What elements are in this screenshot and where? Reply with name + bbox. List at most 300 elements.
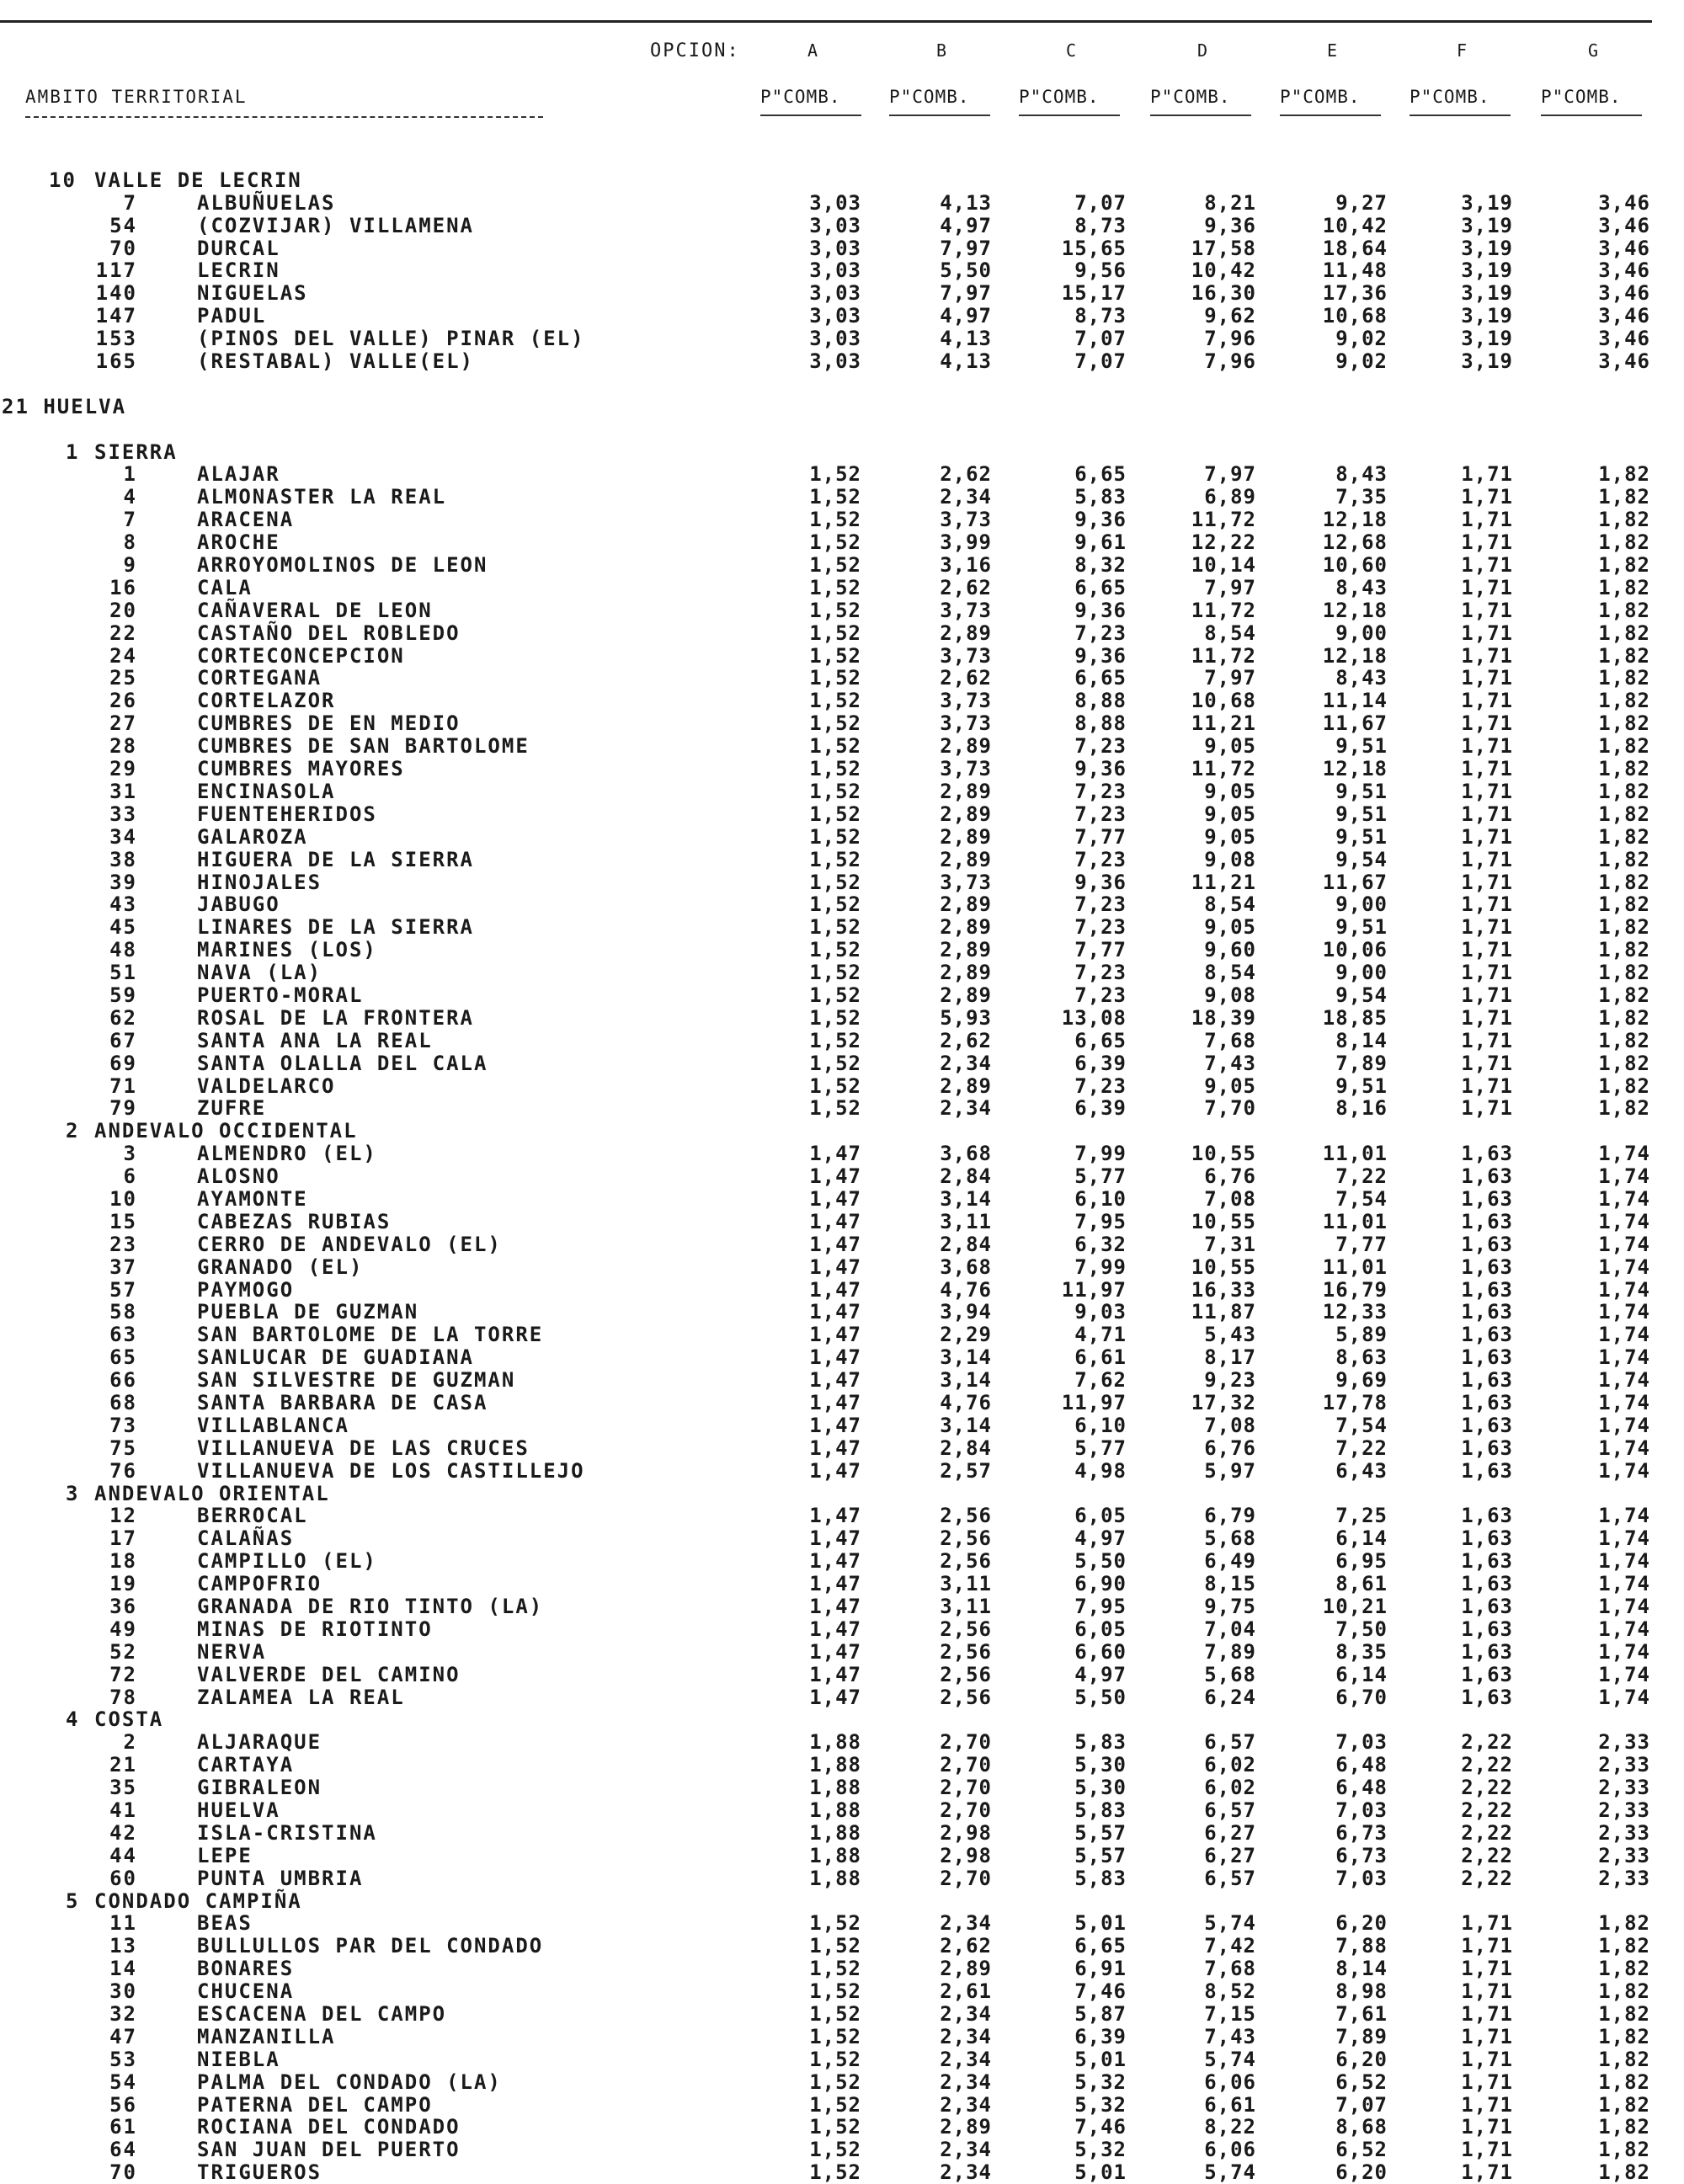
value-cell-g: 1,82 xyxy=(1598,2115,1650,2139)
value-cell-a: 1,47 xyxy=(809,1685,861,1709)
value-cell-d: 5,74 xyxy=(1204,2160,1256,2184)
municipality-name: PUNTA UMBRIA xyxy=(197,1866,364,1890)
value-cell-e: 16,79 xyxy=(1322,1277,1388,1302)
value-cell-d: 16,30 xyxy=(1191,281,1256,306)
value-cell-b: 2,70 xyxy=(940,1776,992,1800)
value-cell-f: 1,71 xyxy=(1461,847,1513,871)
value-cell-g: 1,74 xyxy=(1598,1436,1650,1460)
value-cell-c: 4,97 xyxy=(1074,1526,1127,1551)
municipality-code: 17 xyxy=(109,1526,137,1551)
table-row xyxy=(0,2070,1684,2093)
value-cell-b: 2,29 xyxy=(940,1323,992,1347)
value-cell-g: 1,74 xyxy=(1598,1390,1650,1414)
value-cell-g: 1,82 xyxy=(1598,530,1650,555)
value-cell-e: 12,18 xyxy=(1322,757,1388,781)
value-cell-g: 3,46 xyxy=(1598,281,1650,306)
table-row xyxy=(0,1730,1684,1753)
municipality-code: 23 xyxy=(109,1232,137,1256)
value-cell-c: 13,08 xyxy=(1061,1005,1127,1030)
municipality-code: 75 xyxy=(109,1436,137,1460)
value-cell-g: 3,46 xyxy=(1598,213,1650,237)
value-cell-e: 9,51 xyxy=(1335,734,1388,759)
municipality-code: 11 xyxy=(109,1911,137,1936)
value-cell-e: 7,03 xyxy=(1335,1866,1388,1890)
table-row xyxy=(0,757,1684,780)
municipality-code: 31 xyxy=(109,779,137,803)
table-row xyxy=(0,711,1684,734)
value-cell-c: 7,07 xyxy=(1074,349,1127,374)
value-cell-g: 1,74 xyxy=(1598,1323,1650,1347)
table-body xyxy=(0,146,1684,2183)
municipality-name: GALAROZA xyxy=(197,824,308,849)
value-cell-a: 1,52 xyxy=(809,711,861,736)
value-cell-c: 5,87 xyxy=(1074,2002,1127,2027)
value-cell-b: 4,97 xyxy=(940,213,992,237)
value-cell-a: 3,03 xyxy=(809,190,861,215)
municipality-code: 56 xyxy=(109,2092,137,2117)
value-cell-f: 1,63 xyxy=(1461,1685,1513,1709)
municipality-name: SANTA ANA LA REAL xyxy=(197,1028,433,1052)
value-cell-f: 1,63 xyxy=(1461,1662,1513,1686)
value-cell-g: 1,74 xyxy=(1598,1142,1650,1166)
value-cell-c: 9,61 xyxy=(1074,530,1127,555)
value-cell-g: 1,82 xyxy=(1598,1028,1650,1052)
value-cell-d: 7,89 xyxy=(1204,1639,1256,1664)
value-cell-e: 9,51 xyxy=(1335,915,1388,940)
value-cell-f: 1,71 xyxy=(1461,1934,1513,1958)
value-cell-g: 1,82 xyxy=(1598,462,1650,487)
value-cell-a: 1,88 xyxy=(809,1753,861,1777)
value-cell-g: 1,82 xyxy=(1598,824,1650,849)
value-cell-e: 17,78 xyxy=(1322,1390,1388,1414)
value-cell-b: 2,56 xyxy=(940,1639,992,1664)
municipality-code: 7 xyxy=(123,508,137,532)
value-cell-e: 12,68 xyxy=(1322,530,1388,555)
value-cell-e: 11,01 xyxy=(1322,1254,1388,1279)
value-cell-c: 5,50 xyxy=(1074,1549,1127,1574)
value-cell-c: 5,83 xyxy=(1074,1730,1127,1755)
table-row xyxy=(0,780,1684,802)
value-cell-e: 6,43 xyxy=(1335,1458,1388,1483)
value-cell-c: 7,99 xyxy=(1074,1142,1127,1166)
value-cell-d: 9,05 xyxy=(1204,915,1256,940)
value-cell-a: 1,47 xyxy=(809,1142,861,1166)
table-row xyxy=(0,1459,1684,1482)
value-cell-d: 7,97 xyxy=(1204,462,1256,487)
municipality-code: 39 xyxy=(109,870,137,894)
municipality-name: FUENTEHERIDOS xyxy=(197,802,377,826)
value-cell-c: 6,65 xyxy=(1074,462,1127,487)
value-cell-f: 1,63 xyxy=(1461,1186,1513,1211)
value-cell-b: 3,11 xyxy=(940,1209,992,1233)
table-row xyxy=(0,1006,1684,1029)
value-cell-e: 7,54 xyxy=(1335,1186,1388,1211)
value-cell-d: 8,54 xyxy=(1204,892,1256,917)
value-cell-e: 7,22 xyxy=(1335,1164,1388,1189)
value-cell-a: 1,52 xyxy=(809,983,861,1007)
value-cell-f: 1,71 xyxy=(1461,711,1513,736)
value-cell-b: 2,56 xyxy=(940,1526,992,1551)
value-cell-g: 1,82 xyxy=(1598,485,1650,509)
table-row xyxy=(0,825,1684,848)
value-cell-d: 6,02 xyxy=(1204,1753,1256,1777)
value-cell-d: 12,22 xyxy=(1191,530,1256,555)
blank-line xyxy=(0,418,1684,440)
municipality-code: 18 xyxy=(109,1549,137,1574)
municipality-name: PALMA DEL CONDADO (LA) xyxy=(197,2069,502,2094)
table-row xyxy=(0,892,1684,915)
value-cell-b: 2,84 xyxy=(940,1436,992,1460)
municipality-name: CUMBRES DE EN MEDIO xyxy=(197,711,461,736)
municipality-name: ESCACENA DEL CAMPO xyxy=(197,2002,447,2027)
value-cell-d: 10,14 xyxy=(1191,553,1256,578)
value-cell-a: 1,52 xyxy=(809,870,861,894)
value-cell-e: 8,98 xyxy=(1335,1979,1388,2004)
value-cell-a: 1,88 xyxy=(809,1843,861,1867)
value-cell-f: 1,71 xyxy=(1461,530,1513,555)
value-cell-a: 1,52 xyxy=(809,1934,861,1958)
value-cell-b: 2,56 xyxy=(940,1617,992,1641)
column-underline xyxy=(1019,115,1120,116)
column-underline xyxy=(1150,115,1251,116)
municipality-code: 54 xyxy=(109,213,137,237)
table-row xyxy=(0,1640,1684,1663)
table-row xyxy=(0,1798,1684,1821)
value-cell-e: 7,61 xyxy=(1335,2002,1388,2027)
value-cell-f: 3,19 xyxy=(1461,190,1513,215)
value-cell-f: 3,19 xyxy=(1461,236,1513,260)
ambito-label: AMBITO TERRITORIAL xyxy=(25,87,248,107)
value-cell-f: 1,71 xyxy=(1461,1005,1513,1030)
municipality-code: 34 xyxy=(109,824,137,849)
value-cell-e: 10,21 xyxy=(1322,1595,1388,1618)
value-cell-a: 1,52 xyxy=(809,462,861,487)
value-cell-b: 3,14 xyxy=(940,1368,992,1393)
value-cell-c: 7,23 xyxy=(1074,847,1127,871)
value-cell-a: 1,52 xyxy=(809,643,861,668)
table-row xyxy=(0,1414,1684,1436)
value-cell-f: 1,71 xyxy=(1461,462,1513,487)
value-cell-b: 4,97 xyxy=(940,304,992,328)
value-cell-b: 2,84 xyxy=(940,1164,992,1189)
comarca-name: CONDADO CAMPIÑA xyxy=(94,1888,302,1913)
value-cell-c: 6,65 xyxy=(1074,666,1127,690)
value-cell-a: 1,47 xyxy=(809,1390,861,1414)
value-cell-c: 6,39 xyxy=(1074,1096,1127,1121)
table-row xyxy=(0,915,1684,938)
municipality-code: 43 xyxy=(109,892,137,917)
value-cell-g: 1,82 xyxy=(1598,1051,1650,1075)
value-cell-f: 1,63 xyxy=(1461,1595,1513,1618)
municipality-name: GIBRALEON xyxy=(197,1776,322,1800)
municipality-code: 6 xyxy=(123,1164,137,1189)
municipality-name: ARROYOMOLINOS DE LEON xyxy=(197,553,488,578)
value-cell-e: 9,51 xyxy=(1335,802,1388,826)
value-cell-a: 1,47 xyxy=(809,1209,861,1233)
municipality-name: SAN SILVESTRE DE GUZMAN xyxy=(197,1368,516,1393)
value-cell-e: 6,20 xyxy=(1335,2160,1388,2184)
value-cell-d: 9,05 xyxy=(1204,779,1256,803)
municipality-code: 117 xyxy=(95,258,137,283)
municipality-name: CALA xyxy=(197,575,253,599)
value-cell-f: 1,71 xyxy=(1461,915,1513,940)
municipality-name: PADUL xyxy=(197,304,267,328)
column-label: P"COMB. xyxy=(889,87,970,107)
value-cell-g: 1,74 xyxy=(1598,1277,1650,1302)
value-cell-d: 7,08 xyxy=(1204,1186,1256,1211)
comarca-heading xyxy=(0,1889,1684,1912)
municipality-code: 165 xyxy=(95,349,137,374)
value-cell-d: 7,31 xyxy=(1204,1232,1256,1256)
value-cell-c: 5,01 xyxy=(1074,2160,1127,2184)
value-cell-b: 2,70 xyxy=(940,1866,992,1890)
value-cell-f: 1,63 xyxy=(1461,1277,1513,1302)
value-cell-g: 1,74 xyxy=(1598,1504,1650,1528)
municipality-name: PAYMOGO xyxy=(197,1277,295,1302)
municipality-code: 66 xyxy=(109,1368,137,1393)
value-cell-g: 1,82 xyxy=(1598,1957,1650,1981)
comarca-code: 1 xyxy=(66,439,80,464)
table-row xyxy=(0,1663,1684,1686)
value-cell-d: 9,75 xyxy=(1204,1595,1256,1618)
value-cell-c: 6,39 xyxy=(1074,1051,1127,1075)
value-cell-f: 1,71 xyxy=(1461,689,1513,713)
value-cell-c: 7,77 xyxy=(1074,824,1127,849)
value-cell-f: 1,71 xyxy=(1461,779,1513,803)
municipality-name: CORTELAZOR xyxy=(197,689,336,713)
municipality-name: NIGUELAS xyxy=(197,281,308,306)
value-cell-g: 2,33 xyxy=(1598,1798,1650,1823)
value-cell-f: 1,71 xyxy=(1461,824,1513,849)
value-cell-d: 6,27 xyxy=(1204,1843,1256,1867)
value-cell-e: 11,48 xyxy=(1322,258,1388,283)
value-cell-e: 11,67 xyxy=(1322,711,1388,736)
table-row xyxy=(0,2048,1684,2070)
value-cell-c: 6,10 xyxy=(1074,1413,1127,1437)
value-cell-c: 7,23 xyxy=(1074,961,1127,985)
value-cell-d: 8,21 xyxy=(1204,190,1256,215)
value-cell-d: 8,54 xyxy=(1204,961,1256,985)
value-cell-c: 4,97 xyxy=(1074,1662,1127,1686)
value-cell-c: 7,95 xyxy=(1074,1595,1127,1618)
municipality-code: 1 xyxy=(123,462,137,487)
municipality-name: ALJARAQUE xyxy=(197,1730,322,1755)
value-cell-c: 7,46 xyxy=(1074,1979,1127,2004)
municipality-name: MINAS DE RIOTINTO xyxy=(197,1617,433,1641)
value-cell-a: 1,47 xyxy=(809,1232,861,1256)
value-cell-f: 1,63 xyxy=(1461,1639,1513,1664)
table-row xyxy=(0,1300,1684,1323)
value-cell-b: 2,89 xyxy=(940,915,992,940)
municipality-name: SANLUCAR DE GUADIANA xyxy=(197,1345,474,1370)
municipality-name: AYAMONTE xyxy=(197,1186,308,1211)
value-cell-g: 1,74 xyxy=(1598,1164,1650,1189)
table-row xyxy=(0,1345,1684,1368)
value-cell-b: 7,97 xyxy=(940,236,992,260)
column-underline xyxy=(1280,115,1381,116)
value-cell-g: 1,82 xyxy=(1598,621,1650,645)
value-cell-d: 9,05 xyxy=(1204,734,1256,759)
value-cell-b: 2,89 xyxy=(940,2115,992,2139)
municipality-code: 27 xyxy=(109,711,137,736)
municipality-name: NERVA xyxy=(197,1639,267,1664)
value-cell-g: 1,82 xyxy=(1598,2024,1650,2048)
table-row xyxy=(0,1617,1684,1640)
column-label: P"COMB. xyxy=(760,87,841,107)
comarca-name: ANDEVALO ORIENTAL xyxy=(94,1481,330,1505)
value-cell-c: 5,83 xyxy=(1074,1798,1127,1823)
column-underline xyxy=(1541,115,1642,116)
value-cell-g: 3,46 xyxy=(1598,190,1650,215)
value-cell-f: 1,71 xyxy=(1461,1911,1513,1936)
value-cell-d: 7,68 xyxy=(1204,1028,1256,1052)
value-cell-g: 3,46 xyxy=(1598,236,1650,260)
municipality-name: ENCINASOLA xyxy=(197,779,336,803)
municipality-code: 79 xyxy=(109,1096,137,1121)
municipality-code: 153 xyxy=(95,327,137,351)
value-cell-a: 1,52 xyxy=(809,2115,861,2139)
table-row xyxy=(0,1549,1684,1572)
value-cell-f: 1,63 xyxy=(1461,1413,1513,1437)
value-cell-b: 2,89 xyxy=(940,621,992,645)
value-cell-g: 1,82 xyxy=(1598,938,1650,962)
table-row xyxy=(0,1595,1684,1617)
value-cell-e: 7,89 xyxy=(1335,2024,1388,2048)
value-cell-d: 6,57 xyxy=(1204,1866,1256,1890)
value-cell-c: 6,61 xyxy=(1074,1345,1127,1370)
value-cell-b: 2,70 xyxy=(940,1753,992,1777)
value-cell-b: 3,73 xyxy=(940,598,992,622)
table-row xyxy=(0,644,1684,667)
value-cell-f: 1,71 xyxy=(1461,485,1513,509)
value-cell-a: 1,52 xyxy=(809,802,861,826)
value-cell-f: 1,71 xyxy=(1461,2092,1513,2117)
value-cell-b: 2,34 xyxy=(940,1051,992,1075)
comarca-code: 10 xyxy=(49,168,77,192)
value-cell-f: 1,71 xyxy=(1461,575,1513,599)
table-row xyxy=(0,1278,1684,1301)
municipality-code: 16 xyxy=(109,575,137,599)
municipality-name: CALAÑAS xyxy=(197,1526,295,1551)
value-cell-c: 6,65 xyxy=(1074,1028,1127,1052)
value-cell-e: 6,73 xyxy=(1335,1843,1388,1867)
value-cell-e: 7,77 xyxy=(1335,1232,1388,1256)
value-cell-f: 2,22 xyxy=(1461,1753,1513,1777)
value-cell-a: 1,88 xyxy=(809,1866,861,1890)
value-cell-f: 1,71 xyxy=(1461,1073,1513,1098)
value-cell-b: 2,62 xyxy=(940,666,992,690)
value-cell-f: 2,22 xyxy=(1461,1798,1513,1823)
comarca-heading xyxy=(0,440,1684,463)
value-cell-a: 1,88 xyxy=(809,1798,861,1823)
value-cell-b: 3,73 xyxy=(940,689,992,713)
value-cell-f: 3,19 xyxy=(1461,304,1513,328)
municipality-code: 8 xyxy=(123,530,137,555)
value-cell-c: 5,30 xyxy=(1074,1776,1127,1800)
table-row xyxy=(0,1323,1684,1345)
table-row xyxy=(0,576,1684,599)
table-row xyxy=(0,802,1684,825)
value-cell-d: 8,22 xyxy=(1204,2115,1256,2139)
municipality-code: 49 xyxy=(109,1617,137,1641)
value-cell-e: 11,01 xyxy=(1322,1209,1388,1233)
value-cell-c: 7,23 xyxy=(1074,779,1127,803)
value-cell-f: 1,63 xyxy=(1461,1209,1513,1233)
value-cell-e: 9,51 xyxy=(1335,779,1388,803)
value-cell-c: 8,73 xyxy=(1074,304,1127,328)
value-cell-e: 7,35 xyxy=(1335,485,1388,509)
municipality-name: ALMENDRO (EL) xyxy=(197,1142,377,1166)
value-cell-b: 3,14 xyxy=(940,1345,992,1370)
table-row xyxy=(0,462,1684,485)
municipality-code: 37 xyxy=(109,1254,137,1279)
value-cell-d: 5,74 xyxy=(1204,1911,1256,1936)
table-row xyxy=(0,1074,1684,1097)
value-cell-d: 8,15 xyxy=(1204,1572,1256,1596)
value-cell-g: 1,74 xyxy=(1598,1458,1650,1483)
value-cell-a: 3,03 xyxy=(809,213,861,237)
value-cell-c: 5,32 xyxy=(1074,2092,1127,2117)
value-cell-g: 1,82 xyxy=(1598,757,1650,781)
column-letter: B xyxy=(935,40,947,61)
municipality-code: 71 xyxy=(109,1073,137,1098)
value-cell-a: 1,52 xyxy=(809,915,861,940)
value-cell-e: 7,88 xyxy=(1335,1934,1388,1958)
value-cell-a: 1,47 xyxy=(809,1526,861,1551)
value-cell-f: 1,63 xyxy=(1461,1300,1513,1324)
municipality-code: 26 xyxy=(109,689,137,713)
value-cell-f: 3,19 xyxy=(1461,281,1513,306)
value-cell-b: 2,34 xyxy=(940,485,992,509)
value-cell-f: 1,71 xyxy=(1461,1028,1513,1052)
value-cell-a: 1,47 xyxy=(809,1323,861,1347)
municipality-code: 36 xyxy=(109,1595,137,1618)
value-cell-a: 1,52 xyxy=(809,757,861,781)
value-cell-d: 7,68 xyxy=(1204,1957,1256,1981)
municipality-name: SAN JUAN DEL PUERTO xyxy=(197,2138,461,2162)
municipality-name: HUELVA xyxy=(197,1798,280,1823)
value-cell-b: 2,89 xyxy=(940,802,992,826)
value-cell-d: 9,08 xyxy=(1204,983,1256,1007)
value-cell-d: 6,27 xyxy=(1204,1820,1256,1845)
municipality-name: ROCIANA DEL CONDADO xyxy=(197,2115,461,2139)
value-cell-b: 2,56 xyxy=(940,1685,992,1709)
table-row xyxy=(0,599,1684,621)
value-cell-f: 2,22 xyxy=(1461,1776,1513,1800)
value-cell-d: 11,21 xyxy=(1191,870,1256,894)
value-cell-d: 7,08 xyxy=(1204,1413,1256,1437)
value-cell-d: 9,05 xyxy=(1204,802,1256,826)
municipality-name: HINOJALES xyxy=(197,870,322,894)
value-cell-c: 5,77 xyxy=(1074,1164,1127,1189)
value-cell-e: 6,20 xyxy=(1335,2047,1388,2071)
value-cell-a: 1,52 xyxy=(809,2002,861,2027)
value-cell-b: 2,34 xyxy=(940,2024,992,2048)
municipality-code: 9 xyxy=(123,553,137,578)
value-cell-b: 2,61 xyxy=(940,1979,992,2004)
comarca-heading xyxy=(0,168,1684,191)
top-rule xyxy=(0,20,1652,23)
value-cell-f: 1,71 xyxy=(1461,621,1513,645)
municipality-code: 69 xyxy=(109,1051,137,1075)
table-row xyxy=(0,485,1684,508)
value-cell-e: 9,51 xyxy=(1335,1073,1388,1098)
municipality-code: 13 xyxy=(109,1934,137,1958)
value-cell-c: 9,36 xyxy=(1074,870,1127,894)
value-cell-e: 10,60 xyxy=(1322,553,1388,578)
value-cell-f: 2,22 xyxy=(1461,1820,1513,1845)
value-cell-c: 7,23 xyxy=(1074,915,1127,940)
